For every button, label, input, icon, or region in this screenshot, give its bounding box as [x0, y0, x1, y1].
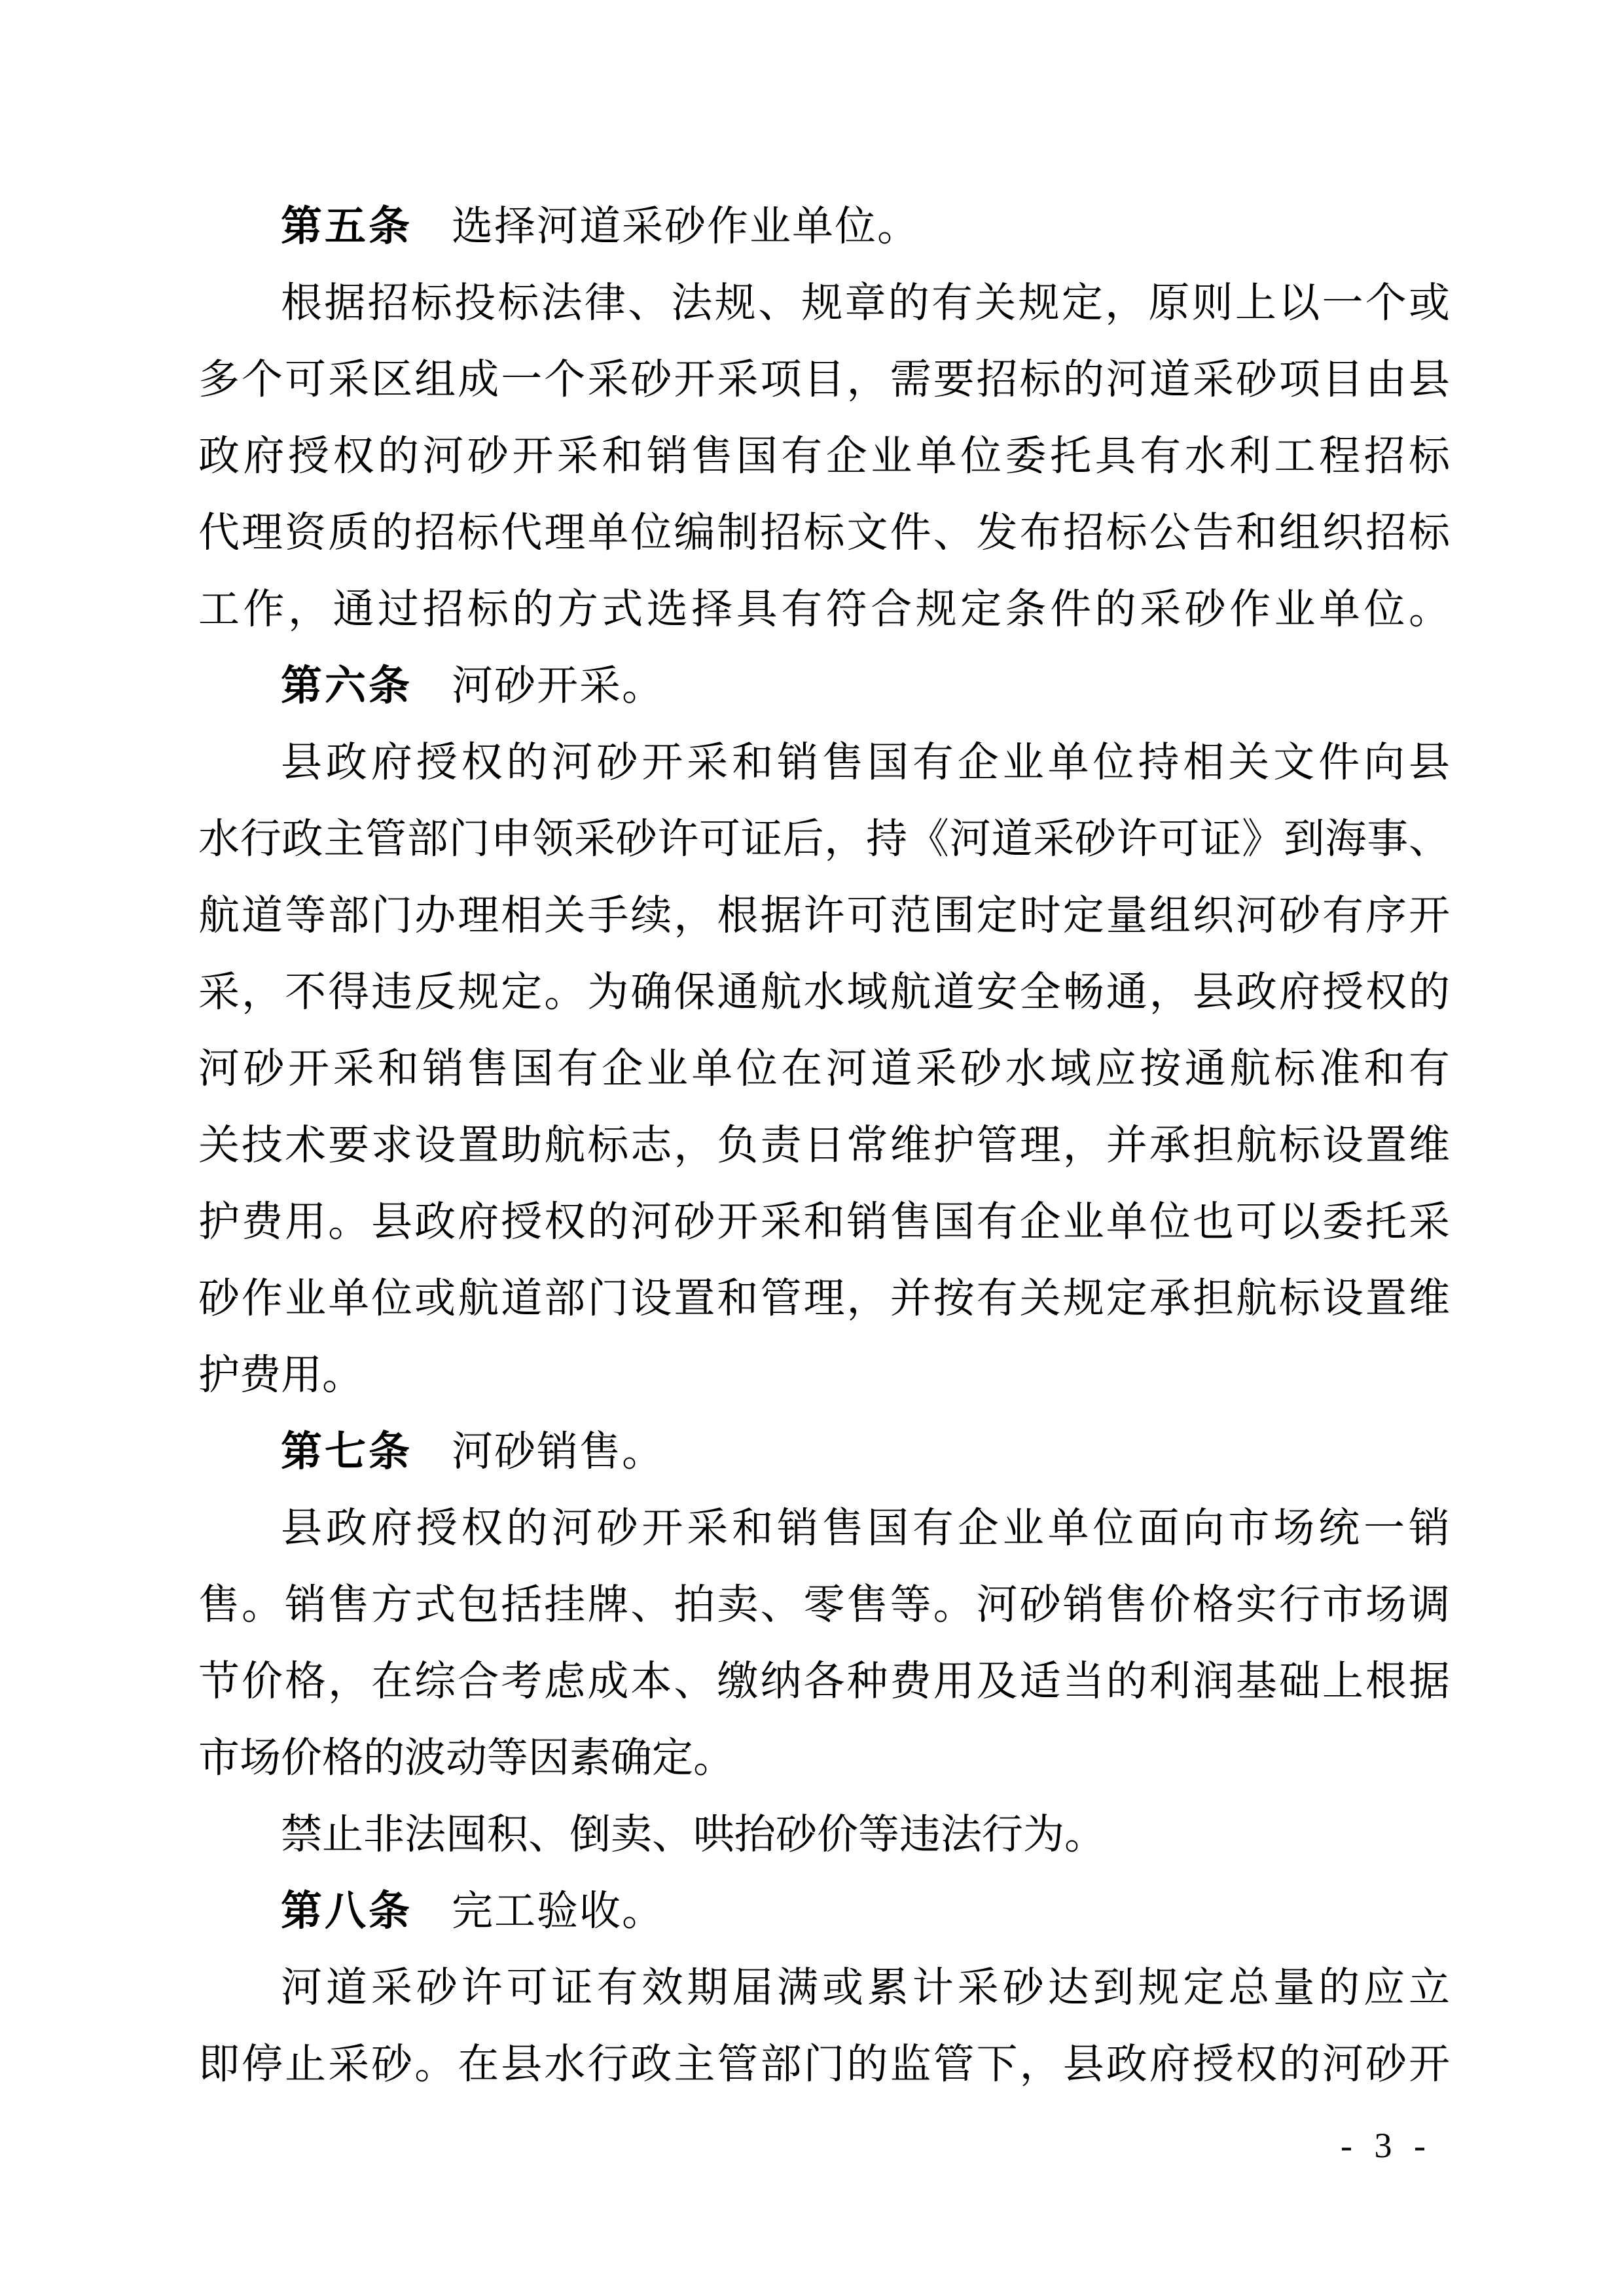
- text-line: 工作，通过招标的方式选择具有符合规定条件的采砂作业单位。: [198, 586, 1450, 632]
- text-line: 县政府授权的河砂开采和销售国有企业单位面向市场统一销: [281, 1505, 1450, 1551]
- text-line: 售。销售方式包括挂牌、拍卖、零售等。河砂销售价格实行市场调: [198, 1582, 1450, 1628]
- article-heading-7: [198, 1414, 1450, 1490]
- text-line: 护费用。: [198, 1352, 363, 1398]
- text-line: 河砂开采和销售国有企业单位在河道采砂水域应按通航标准和有: [198, 1046, 1450, 1092]
- article-number: 第五条: [281, 204, 412, 249]
- text-line: 河道采砂许可证有效期届满或累计采砂达到规定总量的应立: [281, 1965, 1450, 2011]
- article-title: 河砂销售。: [452, 1429, 664, 1475]
- text-line: 节价格，在综合考虑成本、缴纳各种费用及适当的利润基础上根据: [198, 1659, 1450, 1704]
- article-heading-5: [198, 188, 1450, 265]
- text-line: 禁止非法囤积、倒卖、哄抬砂价等违法行为。: [281, 1812, 1106, 1857]
- text-line: 根据招标投标法律、法规、规章的有关规定，原则上以一个或: [281, 280, 1450, 326]
- article-heading-8: [198, 1873, 1450, 1950]
- text-line: 砂作业单位或航道部门设置和管理，并按有关规定承担航标设置维: [198, 1276, 1450, 1321]
- article-number: 第七条: [281, 1429, 412, 1475]
- text-line: 代理资质的招标代理单位编制招标文件、发布招标公告和组织招标: [198, 510, 1450, 556]
- text-line: 航道等部门办理相关手续，根据许可范围定时定量组织河砂有序开: [198, 893, 1450, 939]
- article-heading-6: [198, 648, 1450, 725]
- text-line: 多个可采区组成一个采砂开采项目，需要招标的河道采砂项目由县: [198, 357, 1450, 403]
- article-title: 选择河道采砂作业单位。: [452, 204, 920, 249]
- text-line: 县政府授权的河砂开采和销售国有企业单位持相关文件向县: [281, 740, 1450, 785]
- text-line: 护费用。县政府授权的河砂开采和销售国有企业单位也可以委托采: [198, 1199, 1450, 1245]
- text-line: 采，不得违反规定。为确保通航水域航道安全畅通，县政府授权的: [198, 969, 1450, 1015]
- text-line: 政府授权的河砂开采和销售国有企业单位委托具有水利工程招标: [198, 433, 1450, 479]
- article-number: 第六条: [281, 663, 412, 709]
- text-line: 市场价格的波动等因素确定。: [198, 1735, 734, 1781]
- article-title: 完工验收。: [452, 1888, 664, 1934]
- document-body: [198, 188, 1450, 2103]
- article-title: 河砂开采。: [452, 663, 664, 709]
- text-line: 关技术要求设置助航标志，负责日常维护管理，并承担航标设置维: [198, 1122, 1450, 1168]
- article-number: 第八条: [281, 1888, 412, 1934]
- page-number: - 3 -: [1341, 2126, 1432, 2165]
- text-line: 即停止采砂。在县水行政主管部门的监管下，县政府授权的河砂开: [198, 2041, 1450, 2087]
- text-line: 水行政主管部门申领采砂许可证后，持《河道采砂许可证》到海事、: [198, 816, 1450, 862]
